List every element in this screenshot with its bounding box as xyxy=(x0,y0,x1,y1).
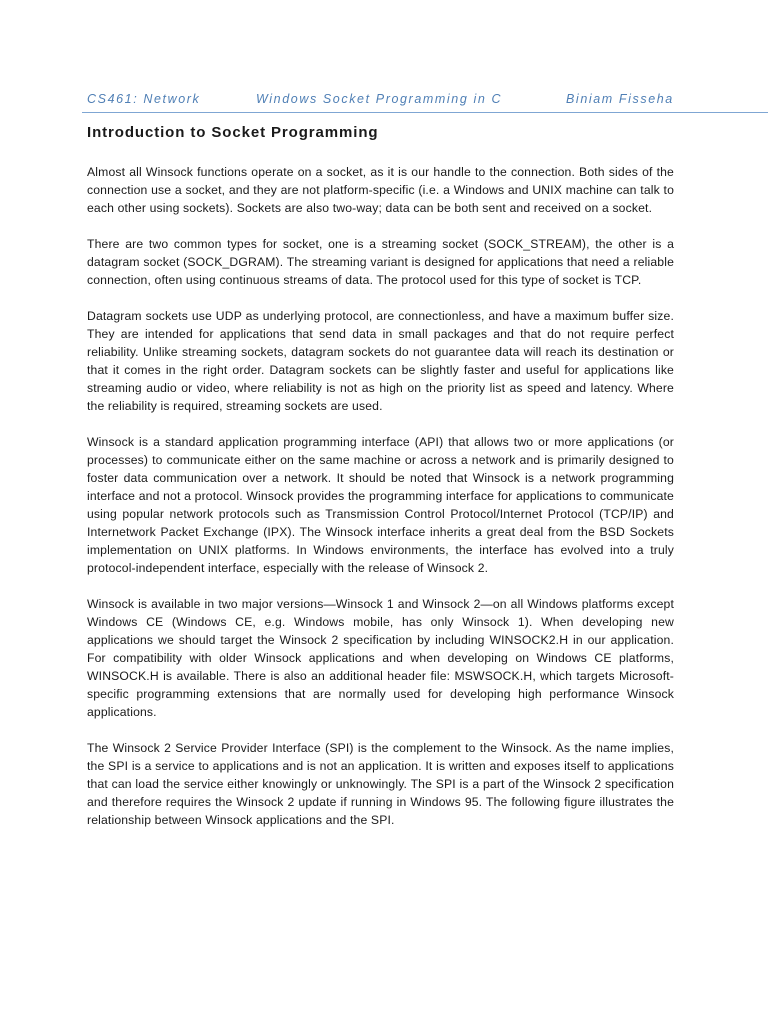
header-author: Biniam Fisseha xyxy=(566,92,674,106)
header-topic: Windows Socket Programming in C xyxy=(256,92,503,106)
header-divider xyxy=(82,112,768,113)
body-text xyxy=(87,163,674,847)
paragraph-sockets-intro: Almost all Winsock functions operate on a socket, as it is our handle to the connection. Both sides of the connection use a socket, and they are not platform-specific (i.e. a Windows and UNIX machine can talk to each other using sockets). Sockets are also two-way; data can be both sent and received on a socket. xyxy=(87,165,674,215)
paragraph-winsock-api: Winsock is a standard application programming interface (API) that allows two or more applications (or processes) to communicate either on the same machine or across a network and is primarily designed to foster data communication over a network. It should be noted that Winsock is a network programming interface and not a protocol. Winsock provides the programming interface for applications to communicate using popular network protocols such as Transmission Control Protocol/Internet Protocol (TCP/IP) and Internetwork Packet Exchange (IPX). The Winsock interface inherits a great deal from the BSD Sockets implementation on UNIX platforms. In Windows environments, the interface has evolved into a truly protocol-independent interface, especially with the release of Winsock 2. xyxy=(87,435,674,575)
paragraph-winsock-spi: The Winsock 2 Service Provider Interface (SPI) is the complement to the Winsock. As the name implies, the SPI is a service to applications and is not an application. It is written and exposes itself to applications that can load the service either knowingly or unknowingly. The SPI is a part of the Winsock 2 specification and therefore requires the Winsock 2 update if running in Windows 95. The following figure illustrates the relationship between Winsock applications and the SPI. xyxy=(87,741,674,827)
section-title: Introduction to Socket Programming xyxy=(87,124,379,141)
header-course: CS461: Network xyxy=(87,92,201,106)
paragraph-datagram-sockets: Datagram sockets use UDP as underlying protocol, are connectionless, and have a maximum buffer size. They are intended for applications that send data in small packages and that do not require perfect reliability. Unlike streaming sockets, datagram sockets do not guarantee data will reach its destination or that it comes in the right order. Datagram sockets can be slightly faster and useful for applications like streaming audio or video, where reliability is not as high on the priority list as speed and latency. Where the reliability is required, streaming sockets are used. xyxy=(87,309,674,413)
paragraph-winsock-versions: Winsock is available in two major versions—Winsock 1 and Winsock 2—on all Windows platforms except Windows CE (Windows CE, e.g. Windows mobile, has only Winsock 1). When developing new applications we should target the Winsock 2 specification by including WINSOCK2.H in our application. For compatibility with older Winsock applications and when developing on Windows CE platforms, WINSOCK.H is available. There is also an additional header file: MSWSOCK.H, which targets Microsoft-specific programming extensions that are normally used for developing high performance Winsock applications. xyxy=(87,597,674,719)
paragraph-socket-types: There are two common types for socket, one is a streaming socket (SOCK_STREAM), the other is a datagram socket (SOCK_DGRAM). The streaming variant is designed for applications that need a reliable connection, often using continuous streams of data. The protocol used for this type of socket is TCP. xyxy=(87,237,674,287)
running-header xyxy=(87,92,677,110)
